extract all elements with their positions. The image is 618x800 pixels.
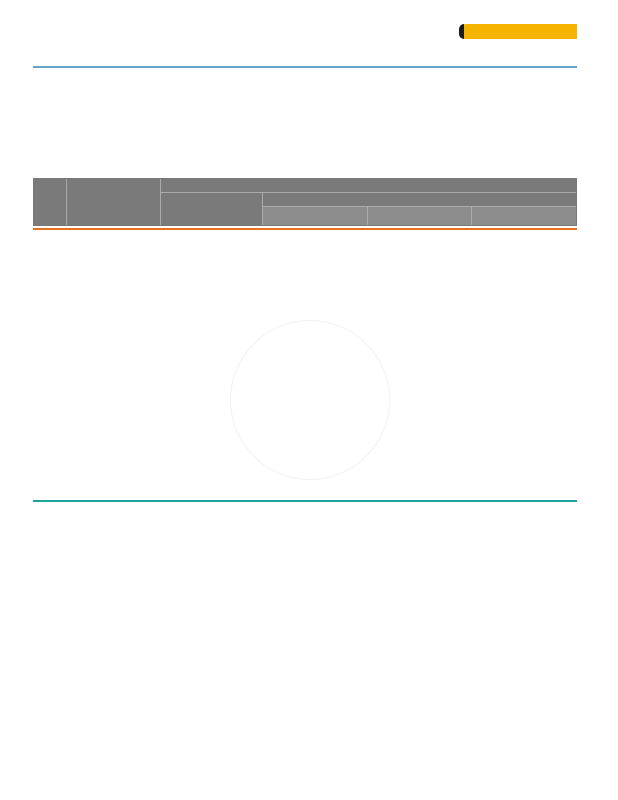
header-grammaticaux [263, 207, 368, 225]
header-objectifs-socio [161, 179, 576, 193]
watermark-seal [230, 320, 390, 480]
dossier-6 [33, 228, 577, 230]
header-objectifs-ling [263, 193, 576, 207]
header-lecons [34, 179, 67, 225]
header-pragmatiques [161, 193, 263, 225]
header-contenus [67, 179, 161, 225]
dossier-7 [33, 500, 577, 502]
header-phonetiques [472, 207, 576, 225]
top-unit-block [33, 66, 577, 68]
table-header [33, 178, 577, 226]
section-tab [459, 24, 577, 39]
header-lexicaux [368, 207, 472, 225]
